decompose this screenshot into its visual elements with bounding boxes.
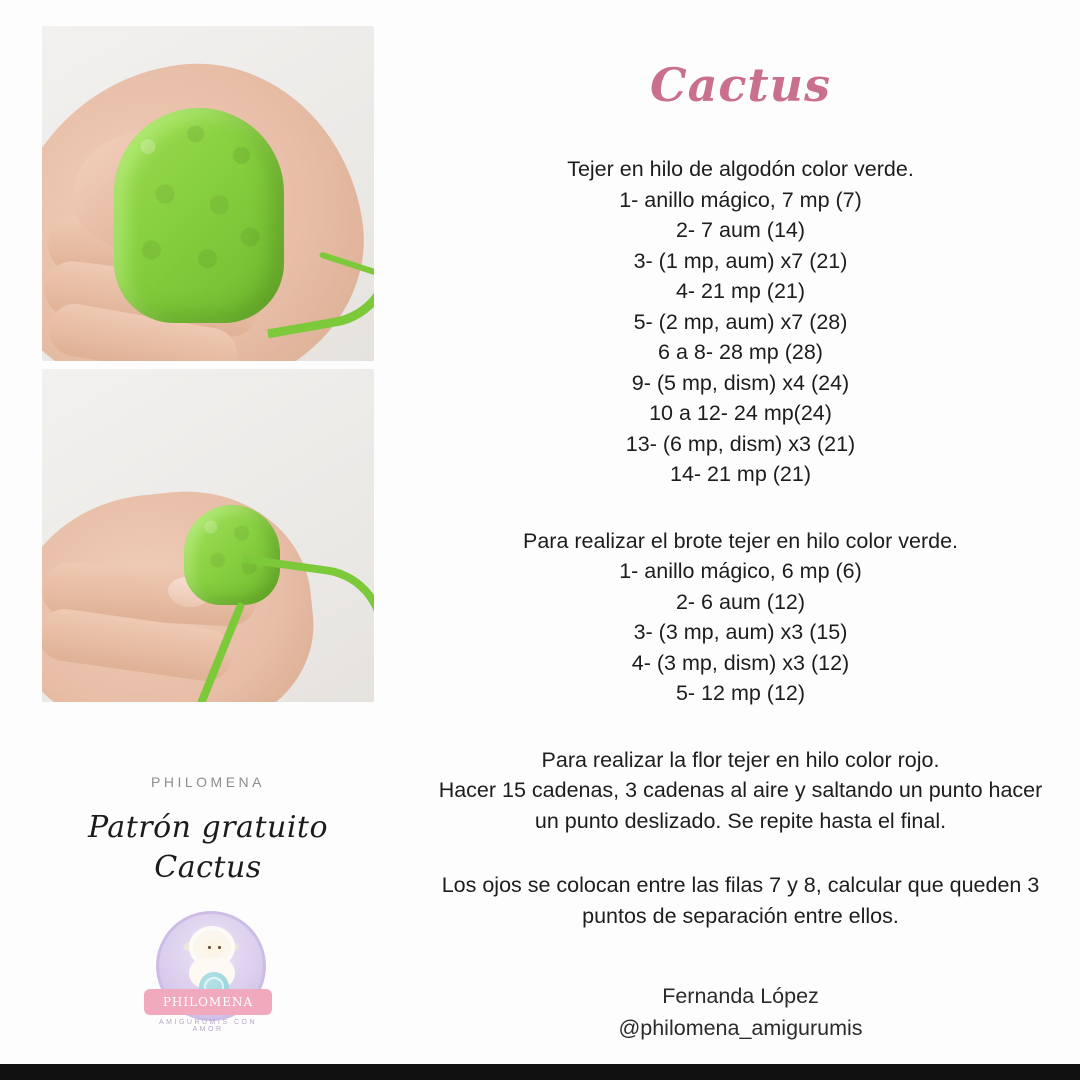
pattern-line: 13- (6 mp, dism) x3 (21) <box>625 431 856 456</box>
pattern-line: Para realizar el brote tejer en hilo color verde. <box>523 528 958 553</box>
pattern-line: un punto deslizado. Se repite hasta el final. <box>534 808 947 833</box>
pattern-line: Tejer en hilo de algodón color verde. <box>567 157 914 181</box>
left-column <box>0 0 415 1080</box>
author-footer <box>437 980 1044 1045</box>
logo-tagline: AMIGURUMIS CON AMOR <box>159 1019 257 1034</box>
free-pattern-line-1: Patrón gratuito <box>87 810 329 845</box>
free-pattern-line-2: Cactus <box>154 849 262 885</box>
pattern-line: Para realizar la flor tejer en hilo color rojo. <box>541 747 940 772</box>
pattern-line: 1- anillo mágico, 6 mp (6) <box>619 559 862 584</box>
pattern-line: 1- anillo mágico, 7 mp (7) <box>619 187 862 212</box>
pattern-section-body <box>437 154 1044 490</box>
author-handle: @philomena_amigurumis <box>618 1015 863 1040</box>
pattern-line: 6 a 8- 28 mp (28) <box>658 340 823 365</box>
page-title: Cactus <box>649 58 831 112</box>
bottom-bar <box>0 1064 1080 1080</box>
pattern-line: 3- (3 mp, aum) x3 (15) <box>633 620 848 645</box>
pattern-line: 3- (1 mp, aum) x7 (21) <box>633 248 848 273</box>
pattern-line: Hacer 15 cadenas, 3 cadenas al aire y saltando un punto hacer <box>438 778 1043 803</box>
pattern-line: 5- 12 mp (12) <box>675 681 806 706</box>
brand-name: PHILOMENA <box>151 774 265 790</box>
pattern-section-ojos <box>437 870 1044 931</box>
pattern-line: 2- 7 aum (14) <box>675 218 806 243</box>
author-name: Fernanda López <box>662 983 819 1008</box>
photo-cactus-in-hand <box>42 26 374 361</box>
pattern-line: 4- (3 mp, dism) x3 (12) <box>631 650 850 675</box>
pattern-line: 10 a 12- 24 mp(24) <box>649 401 832 426</box>
pattern-line: Los ojos se colocan entre las filas 7 y 8, calcular que queden 3 <box>441 873 1040 898</box>
pattern-line: 9- (5 mp, dism) x4 (24) <box>631 370 850 395</box>
philomena-logo <box>144 911 272 1033</box>
pattern-line: 5- (2 mp, aum) x7 (28) <box>633 309 848 334</box>
logo-container <box>42 911 374 1033</box>
pattern-line: 14- 21 mp (21) <box>669 462 811 487</box>
pattern-line: puntos de separación entre ellos. <box>582 903 899 928</box>
photo-cactus-bud-in-hand <box>42 369 374 702</box>
pattern-line: 2- 6 aum (12) <box>675 589 806 614</box>
logo-banner-text: PHILOMENA <box>162 995 254 1010</box>
pattern-section-flor <box>437 745 1044 837</box>
pattern-line: 4- 21 mp (21) <box>675 279 806 304</box>
pattern-section-brote <box>437 526 1044 709</box>
free-pattern-heading <box>42 808 374 887</box>
right-column <box>415 0 1080 1080</box>
crochet-cactus-body <box>114 108 284 323</box>
logo-banner <box>144 989 272 1015</box>
